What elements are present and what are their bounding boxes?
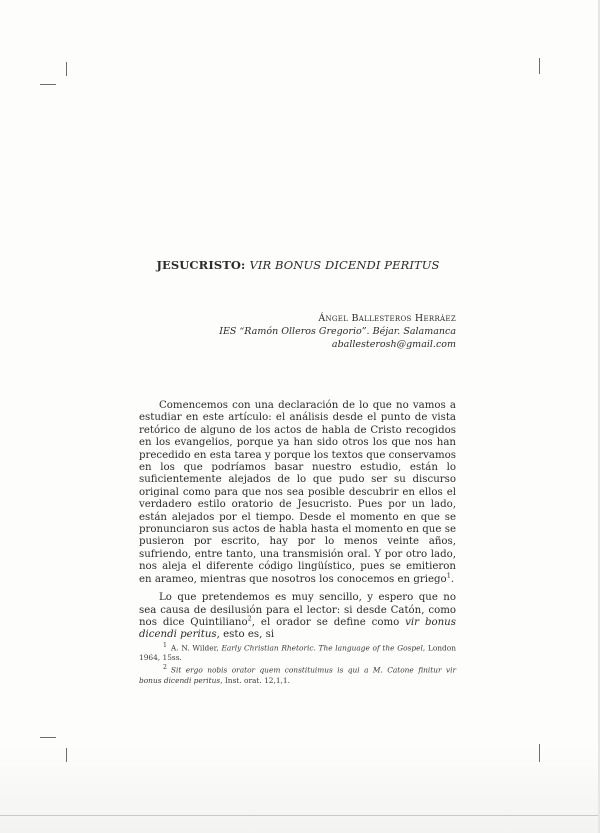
title-italic: VIR BONUS DICENDI PERITUS — [249, 258, 440, 272]
footnote-1-text-a: A. N. Wilder, — [170, 643, 222, 653]
footnote-2 — [139, 663, 456, 685]
crop-mark-top-left-vertical — [66, 62, 67, 76]
footnote-1-number: 1 — [163, 642, 167, 649]
footnote-1 — [139, 641, 456, 663]
article-title — [138, 258, 458, 272]
paragraph-2-italic: vir bonus dicendi peritus — [139, 616, 456, 641]
crop-mark-bottom-left — [40, 737, 56, 738]
footnote-1-italic: Early Christian Rhetoric. The language of the Gospel — [221, 643, 423, 653]
footnotes — [139, 641, 456, 686]
paragraph-2 — [139, 592, 456, 642]
author-name: Ángel Ballesteros Herráez — [318, 313, 456, 324]
paragraph-1 — [139, 400, 456, 586]
author-affiliation: IES “Ramón Olleros Gregorio”. Béjar. Salamanca — [219, 326, 456, 337]
crop-mark-top-right — [539, 58, 540, 74]
title-plain: JESUCRISTO: — [156, 258, 250, 272]
footnote-1-text-b: , London 1964, 15ss. — [139, 643, 456, 663]
crop-mark-top-left — [40, 84, 56, 85]
paragraph-1-text: Comencemos con una declaración de lo que no vamos a estudiar en este artículo: el análisis desde el punto de vista retórico de alguno de los actos de habla de Cristo recogidos en los evangelios, porque ya han sido otros los que nos han precedido en esta tarea y porque los textos que conservamos en los que podríamos basar nuestro estudio, están lo suficientemente alejados de lo que pudo ser su discurso original como para que nos sea posible descubrir en ellos el verdadero estilo oratorio de Jesucristo. Pues por un lado, están alejados por el tiempo. Desde el momento en que se pronunciaron sus actos de habla hasta el momento en que se pusieron por escrito, hay por lo menos veinte años, sufriendo, entre tanto, una transmisión oral. Y por otro lado, nos aleja el diferente código lingüístico, pues se emitieron en arameo, mientras que nosotros los conocemos en griego — [139, 400, 456, 585]
paragraph-1-end: . — [450, 573, 455, 585]
author-email: aballesterosh@gmail.com — [331, 339, 456, 350]
footnote-2-number: 2 — [163, 664, 167, 672]
paragraph-2-text-b: , el orador se define como — [251, 616, 406, 628]
footnote-ref-2: 2 — [247, 614, 252, 623]
paragraph-2-text-a: Lo que pretendemos es muy sencillo, y espero que no sea causa de desilusión para el lector: si desde Catón, como nos dice Quintiliano — [139, 592, 456, 628]
scan-shadow — [0, 746, 600, 833]
paragraph-2-text-c: , esto es, si — [216, 629, 275, 641]
crop-mark-bottom-right — [539, 744, 540, 762]
crop-mark-bottom-left-vertical — [66, 748, 67, 762]
footnote-2-text-b: , Inst. orat. 12,1,1. — [220, 675, 290, 685]
author-block — [200, 312, 456, 351]
footnote-2-italic: Sit ergo nobis orator quem constituimus is qui a M. Catone finitur vir bonus dicendi peritus — [139, 665, 456, 685]
scan-edge-line — [0, 815, 600, 816]
body-text — [139, 400, 456, 648]
footnote-ref-1: 1 — [446, 571, 451, 580]
